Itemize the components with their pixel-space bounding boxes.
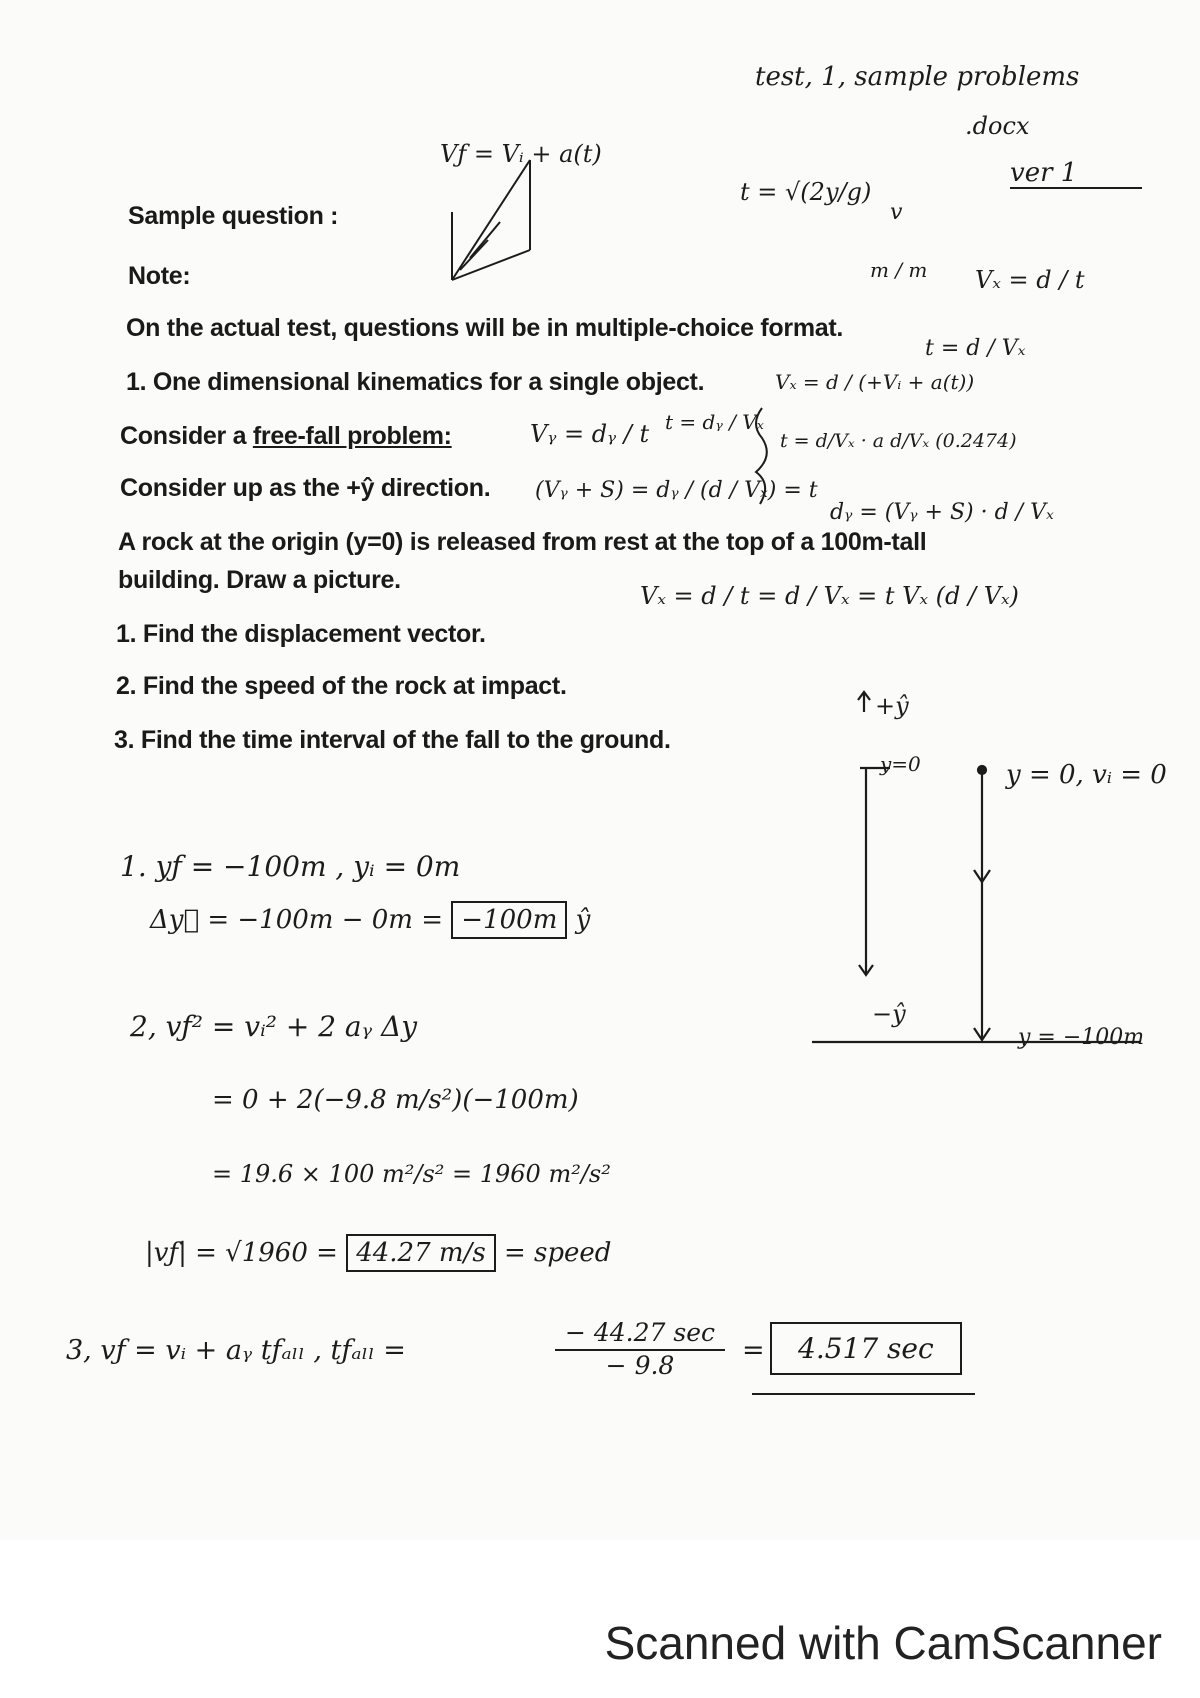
question-3: 3. Find the time interval of the fall to the ground.	[114, 726, 671, 754]
solution-3-prefix: 3, vƒ = vᵢ + aᵧ tƒₐₗₗ , tƒₐₗₗ =	[66, 1335, 406, 1366]
note-t-d-vx: t = d / Vₓ	[925, 336, 1026, 361]
header-file-line: test, 1, sample problems	[755, 62, 1080, 92]
solution-3-denominator: − 9.8	[605, 1351, 675, 1380]
notes-brace	[756, 408, 767, 504]
note-t-dy: t = dᵧ / Vₓ	[665, 410, 764, 434]
note-t-sqrt: t = √(2y/g)	[740, 178, 872, 206]
note-vx-bottom: Vₓ = d / t = d / Vₓ = t Vₓ (d / Vₓ)	[640, 582, 1019, 610]
solution-2-prefix: |vƒ| = √1960 =	[145, 1238, 338, 1268]
note-v-letter: v	[890, 200, 903, 225]
solution-2-line1: 2, vƒ² = vᵢ² + 2 aᵧ Δy	[130, 1010, 418, 1043]
note-m-over-m: m / m	[870, 258, 928, 282]
note-dy-eq: dᵧ = (Vᵧ + S) · d / Vₓ	[830, 500, 1054, 525]
solution-1-line1: 1. yƒ = −100m , yᵢ = 0m	[120, 850, 461, 883]
note-vf-equation: Vƒ = Vᵢ + a(t)	[440, 140, 602, 168]
note-vy-eq: Vᵧ = dᵧ / t	[530, 420, 650, 448]
triangle-sketch	[452, 160, 530, 280]
header-version: ver 1	[1010, 158, 1078, 188]
solution-2-line2: = 0 + 2(−9.8 m/s²)(−100m)	[212, 1085, 579, 1115]
solution-2-answer-box: 44.27 m/s	[346, 1234, 495, 1272]
free-fall-link: free-fall problem:	[252, 422, 452, 450]
sample-question-heading: Sample question :	[128, 202, 339, 230]
solution-2-suffix: = speed	[503, 1238, 612, 1268]
note-vx-formula: Vₓ = d / (+Vᵢ + a(t))	[775, 370, 975, 394]
consider-prefix: Consider a	[120, 422, 253, 450]
consider-up-direction: Consider up as the +ŷ direction.	[120, 474, 491, 502]
header-ext: .docx	[965, 112, 1030, 140]
solution-2-line3: = 19.6 × 100 m²/s² = 1960 m²/s²	[212, 1160, 611, 1188]
solution-1-unit: ŷ	[575, 905, 591, 935]
diagram-start-label: y = 0, vᵢ = 0	[1006, 760, 1167, 790]
item-one-dimensional: 1. One dimensional kinematics for a single object.	[126, 368, 705, 396]
note-label: Note:	[128, 262, 191, 290]
camscanner-watermark: Scanned with CamScanner	[604, 1617, 1162, 1669]
note-vx-d-t: Vₓ = d / t	[975, 266, 1085, 294]
solution-3-equals: =	[742, 1335, 765, 1366]
solution-3-answer-box: 4.517 sec	[770, 1322, 962, 1375]
diagram-end-label: y = −100m	[1018, 1025, 1145, 1050]
question-1: 1. Find the displacement vector.	[116, 620, 486, 648]
diagram-up-label: +ŷ	[875, 692, 909, 720]
fall-diagram	[812, 692, 1140, 1042]
solution-3-numerator: − 44.27 sec	[555, 1318, 725, 1351]
note-t-bracket: t = d/Vₓ · a d/Vₓ (0.2474)	[780, 430, 1017, 452]
note-vy-s: (Vᵧ + S) = dᵧ / (d / Vₓ) = t	[535, 478, 818, 503]
solution-1-prefix: Δy⃗ = −100m − 0m =	[150, 905, 444, 935]
format-line: On the actual test, questions will be in multiple-choice format.	[126, 314, 844, 342]
solution-1-answer-box: −100m	[451, 901, 567, 939]
diagram-origin-label: y=0	[880, 752, 921, 776]
rock-statement-line1: A rock at the origin (y=0) is released from rest at the top of a 100m-tall	[118, 528, 927, 556]
diagram-down-label: −ŷ	[872, 1000, 906, 1028]
rock-statement-line2: building. Draw a picture.	[118, 566, 401, 594]
question-2: 2. Find the speed of the rock at impact.	[116, 672, 567, 700]
